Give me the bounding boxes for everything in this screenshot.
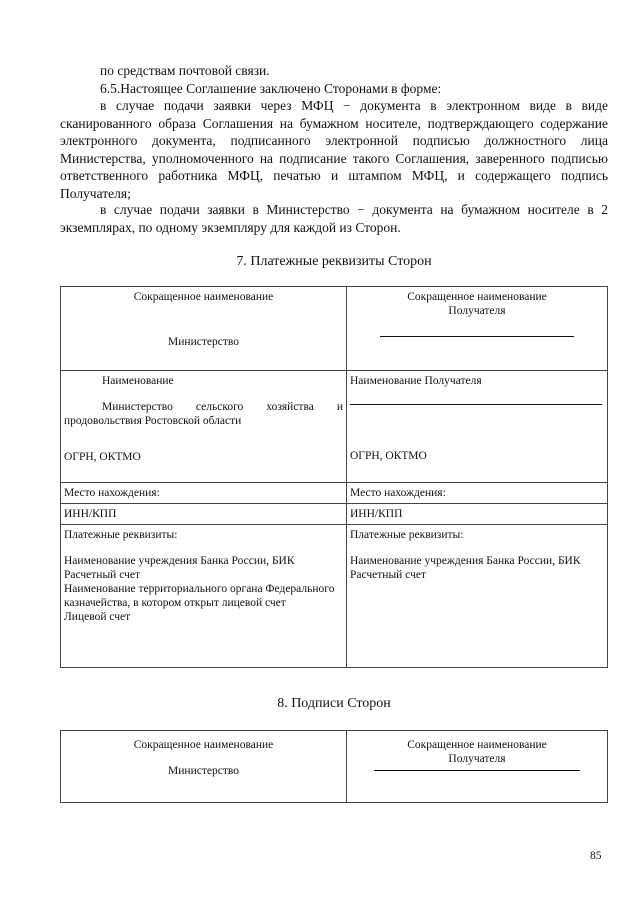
left-payment-line: Расчетный счет	[64, 569, 140, 581]
right-inn-kpp: ИНН/КПП	[347, 504, 608, 525]
left-location: Место нахождения:	[61, 483, 347, 504]
right-payment-label: Платежные реквизиты:	[350, 529, 464, 541]
left-payment-line: Лицевой счет	[64, 611, 131, 623]
payment-details-table	[60, 286, 608, 668]
table-cell	[61, 371, 347, 483]
page-number: 85	[590, 850, 602, 862]
table-row	[61, 731, 608, 803]
right-payment-line: Наименование учреждения Банка России, БИК	[350, 555, 581, 567]
table-row	[61, 371, 608, 483]
right-short-name-label: Сокращенное наименование Получателя	[407, 291, 547, 317]
table-cell	[347, 731, 608, 803]
table-cell	[347, 525, 608, 668]
section-8-title: 8. Подписи Сторон	[277, 696, 391, 711]
right-location: Место нахождения:	[347, 483, 608, 504]
table-cell	[61, 287, 347, 371]
paragraph-ministry: в случае подачи заявки в Министерство − документа на бумажном носителе в 2 экземплярах, по одному экземпляру для каждой из Сторон.	[60, 202, 608, 235]
table-cell	[347, 371, 608, 483]
right-name-label: Наименование Получателя	[350, 375, 482, 387]
sign-left-value: Министерство	[168, 765, 239, 777]
text-line-2: 6.5.Настоящее Соглашение заключено Сторонами в форме:	[100, 81, 442, 96]
right-payment-line: Расчетный счет	[350, 569, 426, 581]
paragraph-mfc: в случае подачи заявки через МФЦ − документа в электронном виде в виде сканированного образа Соглашения на бумажном носителе, подтверждающего содержание электронного документа, подписанного электронной подписью должностного лица Министерства, уполномоченного на подписание такого Соглашения, заверенного подписью ответственного работника МФЦ, печатью и штампом МФЦ, и содержащего подпись Получателя;	[60, 98, 608, 201]
table-row	[61, 483, 608, 504]
text-line-1: по средствам почтовой связи.	[100, 63, 270, 78]
table-row	[61, 525, 608, 668]
left-short-name-label: Сокращенное наименование	[133, 291, 274, 303]
table-cell	[347, 287, 608, 371]
sign-left-label: Сокращенное наименование	[133, 739, 274, 751]
left-short-name-value: Министерство	[168, 336, 239, 348]
left-name-value: Министерство сельского хозяйства и продовольствия Ростовской области	[64, 401, 343, 427]
signature-line	[380, 336, 574, 337]
signatures-table	[60, 730, 608, 803]
sign-right-label: Сокращенное наименование Получателя	[407, 739, 547, 765]
left-payment-line: Наименование территориального органа Федерального казначейства, в котором открыт лицевой счет	[64, 583, 335, 609]
table-cell	[61, 525, 347, 668]
left-payment-label: Платежные реквизиты:	[64, 529, 178, 541]
right-ogrn-oktmo: ОГРН, ОКТМО	[350, 450, 427, 462]
left-ogrn-oktmo: ОГРН, ОКТМО	[64, 451, 141, 463]
signature-line	[374, 770, 580, 771]
section-7-title: 7. Платежные реквизиты Сторон	[236, 254, 432, 269]
left-payment-line: Наименование учреждения Банка России, БИК	[64, 555, 295, 567]
table-row	[61, 504, 608, 525]
table-cell	[61, 731, 347, 803]
table-row	[61, 287, 608, 371]
left-inn-kpp: ИНН/КПП	[61, 504, 347, 525]
left-name-label: Наименование	[102, 375, 174, 387]
